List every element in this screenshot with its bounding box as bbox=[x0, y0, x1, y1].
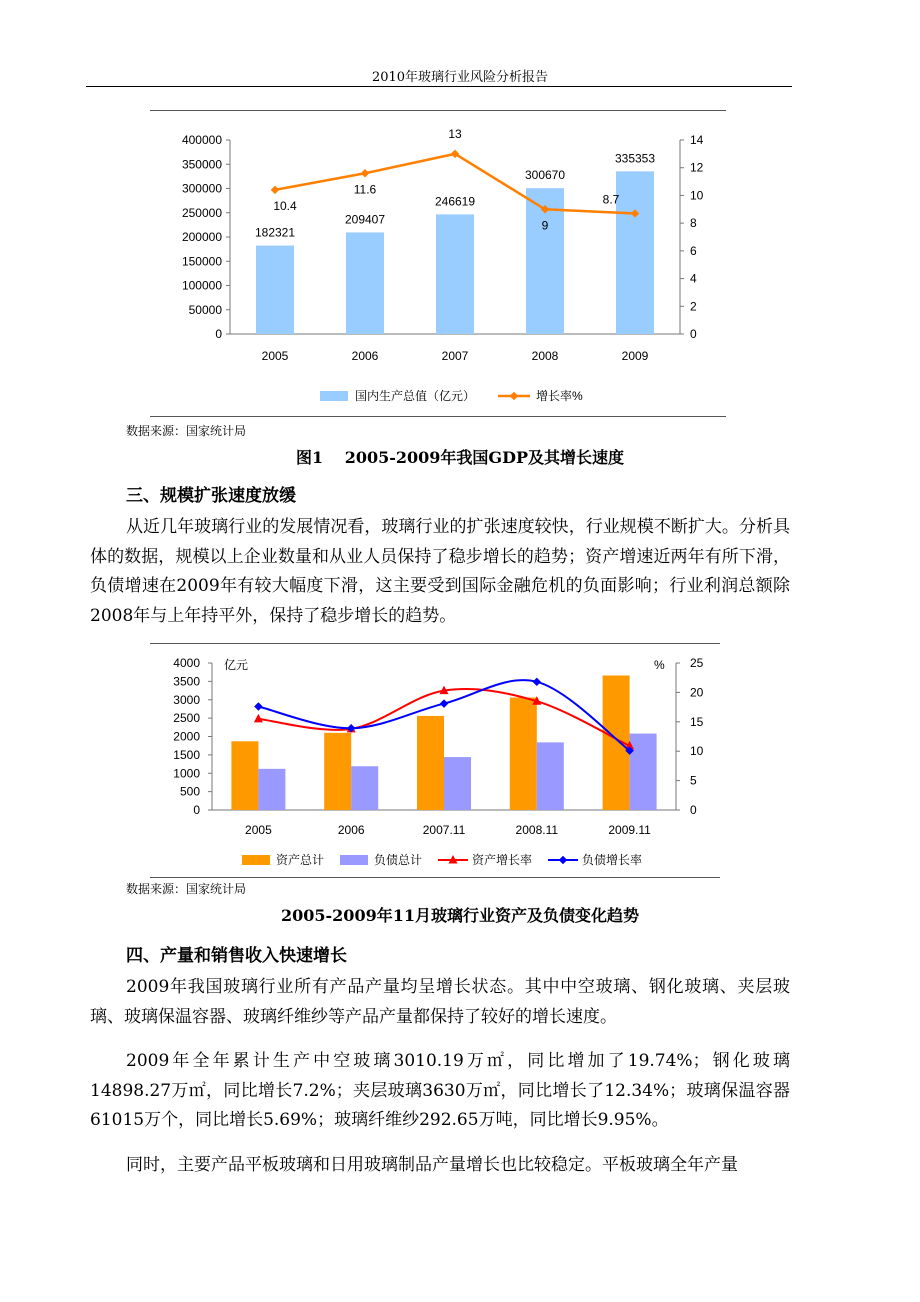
left-tick-label: 200000 bbox=[181, 230, 222, 244]
left-tick-label: 500 bbox=[179, 784, 200, 799]
section3-title: 三、规模扩张速度放缓 bbox=[126, 486, 296, 506]
legend-bar-label: 国内生产总值（亿元） bbox=[355, 389, 476, 403]
gdp-bar bbox=[346, 232, 384, 334]
legend-liability-growth-marker bbox=[559, 856, 567, 864]
asset-bar bbox=[510, 698, 537, 810]
left-tick-label: 1000 bbox=[173, 766, 200, 781]
figure2-source: 数据来源：国家统计局 bbox=[126, 882, 247, 896]
liability-growth-point bbox=[254, 702, 262, 710]
section4-text-1: 2009年我国玻璃行业所有产品产量均呈增长状态。其中中空玻璃、钢化玻璃、夹层玻璃、玻璃保温容器、玻璃纤维纱等产品产量都保持了较好的增长速度。 bbox=[90, 977, 790, 1027]
liability-bar bbox=[258, 769, 285, 810]
legend-asset-growth-label: 资产增长率 bbox=[472, 853, 533, 867]
liability-growth-point bbox=[533, 678, 541, 686]
left-tick-label: 0 bbox=[215, 327, 222, 341]
right-tick-label: 0 bbox=[690, 327, 697, 341]
left-tick-label: 400000 bbox=[181, 133, 222, 147]
x-tick-label: 2006 bbox=[351, 349, 379, 363]
right-axis-unit: % bbox=[654, 658, 665, 672]
growth-rate-label: 13 bbox=[448, 126, 462, 141]
legend-liability-label: 负债总计 bbox=[374, 853, 423, 867]
figure2-caption: 2005-2009年11月玻璃行业资产及负债变化趋势 bbox=[281, 906, 639, 925]
legend-bar-swatch bbox=[320, 391, 348, 401]
section4-text-2: 2009年全年累计生产中空玻璃3010.19万㎡，同比增加了19.74%；钢化玻璃14898.27万㎡，同比增长7.2%；夹层玻璃3630万㎡，同比增长了12.34%；玻璃保温容器61015万个，同比增长5.69%；玻璃纤维纱292.65万吨，同比增长9.95%。 bbox=[90, 1051, 790, 1130]
growth-rate-label: 10.4 bbox=[273, 198, 297, 213]
x-tick-label: 2008.11 bbox=[515, 823, 559, 837]
right-tick-label: 10 bbox=[690, 744, 704, 759]
asset-liability-chart bbox=[150, 648, 720, 876]
figure1-source: 数据来源：国家统计局 bbox=[126, 424, 247, 438]
x-tick-label: 2008 bbox=[531, 349, 559, 363]
left-tick-label: 250000 bbox=[181, 205, 222, 220]
figure2-top-rule bbox=[150, 643, 720, 644]
left-tick-label: 3000 bbox=[173, 692, 200, 707]
asset-bar bbox=[324, 733, 351, 810]
section4-paragraph-1 bbox=[90, 973, 790, 1032]
legend-liability-swatch bbox=[340, 855, 368, 865]
left-tick-label: 300000 bbox=[181, 181, 222, 196]
left-tick-label: 2000 bbox=[173, 729, 200, 744]
liability-bar bbox=[537, 742, 564, 810]
legend-asset-label: 资产总计 bbox=[276, 853, 325, 867]
x-tick-label: 2005 bbox=[245, 823, 272, 837]
header-rule bbox=[86, 86, 792, 87]
asset-bar bbox=[417, 716, 444, 810]
figure2-bottom-rule bbox=[150, 877, 720, 878]
right-tick-label: 20 bbox=[690, 685, 704, 700]
right-tick-label: 6 bbox=[690, 243, 697, 258]
gdp-bar-label: 335353 bbox=[614, 151, 656, 166]
left-tick-label: 350000 bbox=[181, 157, 222, 172]
x-tick-label: 2007 bbox=[441, 349, 469, 363]
growth-rate-label: 9 bbox=[541, 218, 549, 233]
growth-rate-point bbox=[271, 186, 279, 194]
right-tick-label: 10 bbox=[690, 188, 704, 203]
gdp-bar-label: 182321 bbox=[254, 225, 296, 240]
gdp-bar bbox=[616, 171, 654, 334]
asset-growth-point bbox=[254, 714, 263, 723]
liability-growth-point bbox=[440, 699, 448, 707]
right-tick-label: 25 bbox=[690, 656, 704, 670]
liability-bar bbox=[630, 734, 657, 810]
left-tick-label: 4000 bbox=[173, 656, 200, 670]
left-axis-unit: 亿元 bbox=[224, 658, 249, 672]
gdp-bar-label: 209407 bbox=[344, 212, 386, 227]
x-tick-label: 2005 bbox=[261, 349, 289, 363]
right-tick-label: 8 bbox=[690, 216, 697, 231]
growth-rate-point bbox=[361, 169, 369, 177]
gdp-bar bbox=[436, 214, 474, 334]
section3-text: 从近几年玻璃行业的发展情况看，玻璃行业的扩张速度较快，行业规模不断扩大。分析具体的数据，规模以上企业数量和从业人员保持了稳步增长的趋势；资产增速近两年有所下滑，负债增速在2009年有较大幅度下滑，这主要受到国际金融危机的负面影响；行业利润总额除2008年与上年持平外，保持了稳步增长的趋势。 bbox=[90, 517, 790, 626]
gdp-chart bbox=[150, 120, 726, 414]
gdp-bar-label: 246619 bbox=[434, 194, 476, 209]
asset-bar bbox=[231, 741, 258, 810]
x-tick-label: 2006 bbox=[337, 823, 365, 837]
growth-rate-label: 8.7 bbox=[602, 192, 620, 207]
section3-paragraph bbox=[90, 513, 790, 631]
legend-line-marker bbox=[510, 392, 518, 400]
section4-text-3: 同时，主要产品平板玻璃和日用玻璃制品产量增长也比较稳定。平板玻璃全年产量 bbox=[126, 1155, 738, 1175]
section4-paragraph-3 bbox=[90, 1151, 790, 1181]
liability-bar bbox=[444, 757, 471, 810]
left-tick-label: 150000 bbox=[181, 254, 222, 269]
left-tick-label: 3500 bbox=[173, 674, 200, 689]
right-tick-label: 15 bbox=[690, 714, 704, 729]
section4-title: 四、产量和销售收入快速增长 bbox=[126, 946, 347, 966]
growth-rate-label: 11.6 bbox=[353, 182, 377, 197]
right-tick-label: 0 bbox=[690, 803, 697, 817]
right-tick-label: 5 bbox=[690, 773, 697, 788]
gdp-bar-label: 300670 bbox=[524, 168, 566, 183]
section4-paragraph-2 bbox=[90, 1047, 790, 1136]
right-tick-label: 2 bbox=[690, 299, 697, 314]
left-tick-label: 2500 bbox=[173, 711, 200, 726]
page-header: 2010年玻璃行业风险分析报告 bbox=[371, 70, 549, 85]
legend-asset-swatch bbox=[242, 855, 270, 865]
left-tick-label: 1500 bbox=[173, 747, 200, 762]
legend-liability-growth-label: 负债增长率 bbox=[582, 853, 643, 867]
figure1-bottom-rule bbox=[150, 416, 726, 417]
right-tick-label: 12 bbox=[690, 160, 704, 175]
x-tick-label: 2007.11 bbox=[422, 823, 466, 837]
liability-bar bbox=[351, 766, 378, 810]
x-tick-label: 2009 bbox=[621, 349, 649, 363]
figure1-caption: 图1 2005-2009年我国GDP及其增长速度 bbox=[296, 448, 624, 467]
left-tick-label: 50000 bbox=[188, 302, 222, 317]
gdp-bar bbox=[256, 246, 294, 334]
right-tick-label: 4 bbox=[690, 271, 697, 286]
left-tick-label: 100000 bbox=[181, 278, 222, 293]
figure1-top-rule bbox=[150, 110, 726, 111]
x-tick-label: 2009.11 bbox=[608, 823, 651, 837]
legend-line-label: 增长率% bbox=[536, 389, 583, 403]
right-tick-label: 14 bbox=[690, 133, 704, 147]
left-tick-label: 0 bbox=[193, 803, 200, 817]
